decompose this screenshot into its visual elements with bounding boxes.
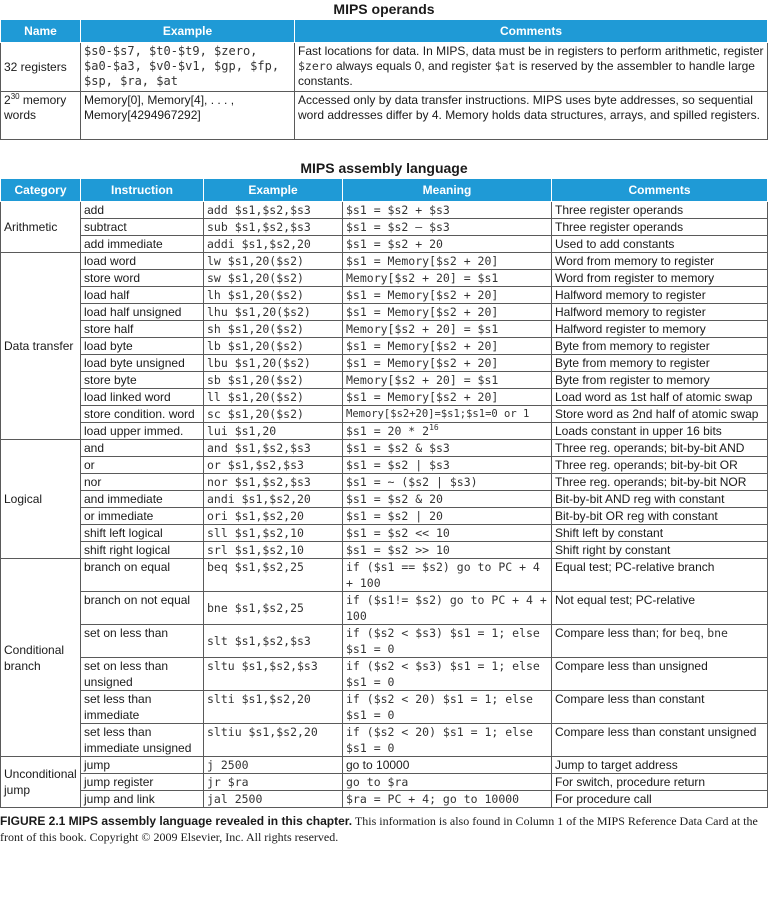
meaning-cell: Memory[$s2 + 20] = $s1 <box>343 372 552 389</box>
example-cell: or $s1,$s2,$s3 <box>204 457 343 474</box>
meaning-cell: $s1 = $s2 + 20 <box>343 236 552 253</box>
table-row <box>1 219 768 236</box>
instruction-cell: shift right logical <box>81 542 204 559</box>
meaning-cell: go to $ra <box>343 774 552 791</box>
instruction-cell: set on less than <box>81 625 204 658</box>
table-row <box>1 791 768 808</box>
example-cell: jal 2500 <box>204 791 343 808</box>
example-cell: slt $s1,$s2,$s3 <box>204 625 343 658</box>
instruction-cell: subtract <box>81 219 204 236</box>
comment-cell: For procedure call <box>552 791 768 808</box>
example-cell: sc $s1,20($s2) <box>204 406 343 423</box>
example-cell: slti $s1,$s2,20 <box>204 691 343 724</box>
meaning-cell: Memory[$s2+20]=$s1;$s1=0 or 1 <box>343 406 552 423</box>
meaning-cell: $ra = PC + 4; go to 10000 <box>343 791 552 808</box>
table-row <box>1 491 768 508</box>
example-cell: j 2500 <box>204 757 343 774</box>
table-row <box>1 559 768 592</box>
meaning-cell: $s1 = $s2 – $s3 <box>343 219 552 236</box>
table-row <box>1 658 768 691</box>
example-cell: ori $s1,$s2,20 <box>204 508 343 525</box>
operands-header-comments: Comments <box>295 20 768 43</box>
example-cell: sltu $s1,$s2,$s3 <box>204 658 343 691</box>
meaning-cell: $s1 = $20 * 2^{16}$ <box>343 423 552 440</box>
table-row <box>1 691 768 724</box>
example-cell: addi $s1,$s2,20 <box>204 236 343 253</box>
instruction-cell: set less than immediate unsigned <box>81 724 204 757</box>
operand-name: $2^{30}$ memory words <box>1 92 81 140</box>
category-conditional-branch: Conditional branch <box>1 559 81 757</box>
operands-table <box>0 19 768 140</box>
table-row <box>1 304 768 321</box>
table-row <box>1 542 768 559</box>
assembly-header-row <box>1 179 768 202</box>
operands-title: MIPS operands <box>333 1 435 17</box>
example-cell: andi $s1,$s2,20 <box>204 491 343 508</box>
comment-cell: Compare less than unsigned <box>552 658 768 691</box>
meaning-cell: if ($s1!= $s2) go to PC + 4 + 100 <box>343 592 552 625</box>
table-row <box>1 236 768 253</box>
example-cell: sltiu $s1,$s2,20 <box>204 724 343 757</box>
table-row <box>1 474 768 491</box>
instruction-cell: nor <box>81 474 204 491</box>
comment-cell: Used to add constants <box>552 236 768 253</box>
table-row <box>1 423 768 440</box>
comment-cell: Halfword register to memory <box>552 321 768 338</box>
example-cell: sub $s1,$s2,$s3 <box>204 219 343 236</box>
example-cell: sh $s1,20($s2) <box>204 321 343 338</box>
meaning-cell: $s1 = $s2 >> 10 <box>343 542 552 559</box>
instruction-cell: load word <box>81 253 204 270</box>
instruction-cell: add <box>81 202 204 219</box>
assembly-header-meaning: Meaning <box>343 179 552 202</box>
instruction-cell: shift left logical <box>81 525 204 542</box>
instruction-cell: or immediate <box>81 508 204 525</box>
instruction-cell: store condition. word <box>81 406 204 423</box>
meaning-cell: $s1 = Memory[$s2 + 20] <box>343 253 552 270</box>
comment-cell: Byte from register to memory <box>552 372 768 389</box>
instruction-cell: jump and link <box>81 791 204 808</box>
table-row <box>1 525 768 542</box>
table-row <box>1 355 768 372</box>
instruction-cell: load half <box>81 287 204 304</box>
operand-example: Memory[0], Memory[4], . . . , Memory[4294967292] <box>81 92 295 140</box>
instruction-cell: or <box>81 457 204 474</box>
comment-cell: Compare less than; for beq, bne <box>552 625 768 658</box>
example-cell: sw $s1,20($s2) <box>204 270 343 287</box>
comment-cell: Three register operands <box>552 219 768 236</box>
instruction-cell: store byte <box>81 372 204 389</box>
comment-cell: Equal test; PC-relative branch <box>552 559 768 592</box>
example-cell: jr $ra <box>204 774 343 791</box>
meaning-cell: $s1 = ~ ($s2 | $s3) <box>343 474 552 491</box>
instruction-cell: branch on not equal <box>81 592 204 625</box>
meaning-cell: go to 10000 <box>343 757 552 774</box>
example-cell: lhu $s1,20($s2) <box>204 304 343 321</box>
example-cell: lui $s1,20 <box>204 423 343 440</box>
example-cell: lh $s1,20($s2) <box>204 287 343 304</box>
operand-name: 32 registers <box>1 43 81 92</box>
meaning-cell: $s1 = Memory[$s2 + 20] <box>343 389 552 406</box>
operands-row-registers <box>1 43 768 92</box>
example-cell: sll $s1,$s2,10 <box>204 525 343 542</box>
meaning-cell: $s1 = Memory[$s2 + 20] <box>343 338 552 355</box>
assembly-header-comments: Comments <box>552 179 768 202</box>
operand-comment: Accessed only by data transfer instructions. MIPS uses byte addresses, so sequential word addresses differ by 4. Memory holds data structures, arrays, and spilled registers. <box>295 92 768 140</box>
operands-header-row <box>1 20 768 43</box>
operands-row-memory <box>1 92 768 140</box>
category-arithmetic: Arithmetic <box>1 202 81 253</box>
example-cell: lb $s1,20($s2) <box>204 338 343 355</box>
table-row <box>1 372 768 389</box>
instruction-cell: branch on equal <box>81 559 204 592</box>
comment-cell: Byte from memory to register <box>552 338 768 355</box>
instruction-cell: and <box>81 440 204 457</box>
table-row <box>1 757 768 774</box>
example-cell: nor $s1,$s2,$s3 <box>204 474 343 491</box>
table-row <box>1 774 768 791</box>
meaning-cell: $s1 = $s2 & 20 <box>343 491 552 508</box>
table-row <box>1 592 768 625</box>
comment-cell: Three reg. operands; bit-by-bit AND <box>552 440 768 457</box>
comment-cell: Word from register to memory <box>552 270 768 287</box>
table-row <box>1 508 768 525</box>
instruction-cell: load byte unsigned <box>81 355 204 372</box>
table-row <box>1 202 768 219</box>
instruction-cell: load byte <box>81 338 204 355</box>
comment-cell: Word from memory to register <box>552 253 768 270</box>
meaning-cell: $s1 = $s2 | $s3 <box>343 457 552 474</box>
table-row <box>1 406 768 423</box>
table-row <box>1 724 768 757</box>
comment-cell: Three register operands <box>552 202 768 219</box>
comment-cell: Not equal test; PC-relative <box>552 592 768 625</box>
comment-cell: Loads constant in upper 16 bits <box>552 423 768 440</box>
example-cell: ll $s1,20($s2) <box>204 389 343 406</box>
assembly-header-instruction: Instruction <box>81 179 204 202</box>
meaning-cell: $s1 = $s2 << 10 <box>343 525 552 542</box>
instruction-cell: add immediate <box>81 236 204 253</box>
instruction-cell: and immediate <box>81 491 204 508</box>
table-row <box>1 338 768 355</box>
example-cell: sb $s1,20($s2) <box>204 372 343 389</box>
table-row <box>1 625 768 658</box>
comment-cell: Compare less than constant <box>552 691 768 724</box>
example-cell: srl $s1,$s2,10 <box>204 542 343 559</box>
meaning-cell: if ($s2 < $s3) $s1 = 1; else $s1 = 0 <box>343 625 552 658</box>
comment-cell: Halfword memory to register <box>552 287 768 304</box>
comment-cell: Byte from memory to register <box>552 355 768 372</box>
comment-cell: Three reg. operands; bit-by-bit OR <box>552 457 768 474</box>
assembly-header-category: Category <box>1 179 81 202</box>
meaning-cell: $s1 = Memory[$s2 + 20] <box>343 355 552 372</box>
comment-cell: Bit-by-bit AND reg with constant <box>552 491 768 508</box>
meaning-cell: Memory[$s2 + 20] = $s1 <box>343 270 552 287</box>
instruction-cell: load linked word <box>81 389 204 406</box>
meaning-cell: $s1 = Memory[$s2 + 20] <box>343 287 552 304</box>
meaning-cell: $s1 = $s2 + $s3 <box>343 202 552 219</box>
instruction-cell: load upper immed. <box>81 423 204 440</box>
table-row <box>1 389 768 406</box>
comment-cell: Shift left by constant <box>552 525 768 542</box>
comment-cell: Bit-by-bit OR reg with constant <box>552 508 768 525</box>
meaning-cell: $s1 = $s2 | 20 <box>343 508 552 525</box>
comment-cell: Three reg. operands; bit-by-bit NOR <box>552 474 768 491</box>
table-row <box>1 270 768 287</box>
figure-caption <box>0 813 768 845</box>
assembly-header-example: Example <box>204 179 343 202</box>
table-row <box>1 321 768 338</box>
instruction-cell: load half unsigned <box>81 304 204 321</box>
instruction-cell: jump <box>81 757 204 774</box>
meaning-cell: if ($s2 < 20) $s1 = 1; else $s1 = 0 <box>343 724 552 757</box>
instruction-cell: set less than immediate <box>81 691 204 724</box>
meaning-cell: if ($s2 < 20) $s1 = 1; else $s1 = 0 <box>343 691 552 724</box>
instruction-cell: store half <box>81 321 204 338</box>
category-logical: Logical <box>1 440 81 559</box>
operands-header-name: Name <box>1 20 81 43</box>
example-cell: add $s1,$s2,$s3 <box>204 202 343 219</box>
meaning-cell: Memory[$s2 + 20] = $s1 <box>343 321 552 338</box>
instruction-cell: jump register <box>81 774 204 791</box>
assembly-table <box>0 178 768 808</box>
example-cell: bne $s1,$s2,25 <box>204 592 343 625</box>
comment-cell: Compare less than constant unsigned <box>552 724 768 757</box>
operand-example: $s0-$s7, $t0-$t9, $zero, $a0-$a3, $v0-$v1, $gp, $fp, $sp, $ra, $at <box>81 43 295 92</box>
category-unconditional-jump: Unconditional jump <box>1 757 81 808</box>
meaning-cell: $s1 = $s2 & $s3 <box>343 440 552 457</box>
table-row <box>1 440 768 457</box>
meaning-cell: $s1 = Memory[$s2 + 20] <box>343 304 552 321</box>
example-cell: lbu $s1,20($s2) <box>204 355 343 372</box>
assembly-title: MIPS assembly language <box>300 160 468 176</box>
example-cell: and $s1,$s2,$s3 <box>204 440 343 457</box>
comment-cell: Jump to target address <box>552 757 768 774</box>
table-row <box>1 457 768 474</box>
figure-caption-text: This information is also found in Column 1 of the MIPS Reference Data Card at the front of this book. Copyright © 2009 Elsevier, Inc. All rights reserved. <box>0 814 758 844</box>
instruction-cell: store word <box>81 270 204 287</box>
comment-cell: Load word as 1st half of atomic swap <box>552 389 768 406</box>
instruction-cell: set on less than unsigned <box>81 658 204 691</box>
comment-cell: Store word as 2nd half of atomic swap <box>552 406 768 423</box>
example-cell: beq $s1,$s2,25 <box>204 559 343 592</box>
figure-label: FIGURE 2.1 MIPS assembly language revealed in this chapter. <box>0 814 353 828</box>
table-row <box>1 287 768 304</box>
comment-cell: For switch, procedure return <box>552 774 768 791</box>
operands-header-example: Example <box>81 20 295 43</box>
table-row <box>1 253 768 270</box>
category-data-transfer: Data transfer <box>1 253 81 440</box>
comment-cell: Shift right by constant <box>552 542 768 559</box>
operand-comment: Fast locations for data. In MIPS, data must be in registers to perform arithmetic, register $zero always equals 0, and register $at is reserved by the assembler to handle large constants. <box>295 43 768 92</box>
meaning-cell: if ($s1 == $s2) go to PC + 4 + 100 <box>343 559 552 592</box>
meaning-cell: if ($s2 < $s3) $s1 = 1; else $s1 = 0 <box>343 658 552 691</box>
comment-cell: Halfword memory to register <box>552 304 768 321</box>
example-cell: lw $s1,20($s2) <box>204 253 343 270</box>
